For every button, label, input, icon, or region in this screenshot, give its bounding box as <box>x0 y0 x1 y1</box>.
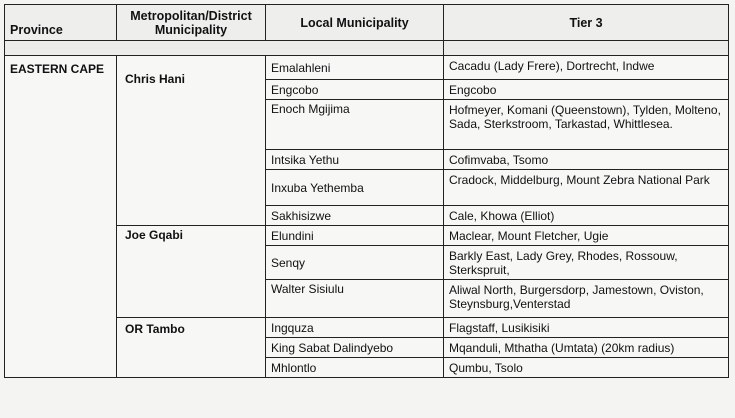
header-local: Local Municipality <box>266 5 444 41</box>
tier3-cell: Engcobo <box>444 80 729 100</box>
local-cell: Elundini <box>266 226 444 246</box>
local-cell: Walter Sisiulu <box>266 280 444 318</box>
table-row <box>5 56 729 80</box>
local-cell: Intsika Yethu <box>266 150 444 170</box>
province-cell: EASTERN CAPE <box>5 56 117 378</box>
local-cell: King Sabat Dalindyebo <box>266 338 444 358</box>
district-cell: OR Tambo <box>117 318 266 378</box>
tier3-cell: Maclear, Mount Fletcher, Ugie <box>444 226 729 246</box>
district-cell: Chris Hani <box>117 56 266 226</box>
header-province: Province <box>5 5 117 41</box>
tier3-cell: Qumbu, Tsolo <box>444 358 729 378</box>
tier3-cell: Barkly East, Lady Grey, Rhodes, Rossouw, Sterkspruit, <box>444 246 729 280</box>
header-tier3: Tier 3 <box>444 5 729 41</box>
spacer-row <box>5 41 729 56</box>
tier3-cell: Mqanduli, Mthatha (Umtata) (20km radius) <box>444 338 729 358</box>
tier3-cell: Aliwal North, Burgersdorp, Jamestown, Oviston, Steynsburg,Venterstad <box>444 280 729 318</box>
tier3-cell: Cale, Khowa (Elliot) <box>444 206 729 226</box>
municipality-table <box>4 4 729 378</box>
tier3-cell: Hofmeyer, Komani (Queenstown), Tylden, Molteno, Sada, Sterkstroom, Tarkastad, Whittlesea. <box>444 100 729 150</box>
local-cell: Emalahleni <box>266 56 444 80</box>
header-metro: Metropolitan/District Municipality <box>117 5 266 41</box>
local-cell: Senqy <box>266 246 444 280</box>
local-cell: Enoch Mgijima <box>266 100 444 150</box>
local-cell: Ingquza <box>266 318 444 338</box>
tier3-cell: Cradock, Middelburg, Mount Zebra National Park <box>444 170 729 206</box>
district-cell: Joe Gqabi <box>117 226 266 318</box>
header-row <box>5 5 729 41</box>
local-cell: Engcobo <box>266 80 444 100</box>
local-cell: Mhlontlo <box>266 358 444 378</box>
tier3-cell: Cacadu (Lady Frere), Dortrecht, Indwe <box>444 56 729 80</box>
tier3-cell: Flagstaff, Lusikisiki <box>444 318 729 338</box>
local-cell: Sakhisizwe <box>266 206 444 226</box>
local-cell: Inxuba Yethemba <box>266 170 444 206</box>
tier3-cell: Cofimvaba, Tsomo <box>444 150 729 170</box>
